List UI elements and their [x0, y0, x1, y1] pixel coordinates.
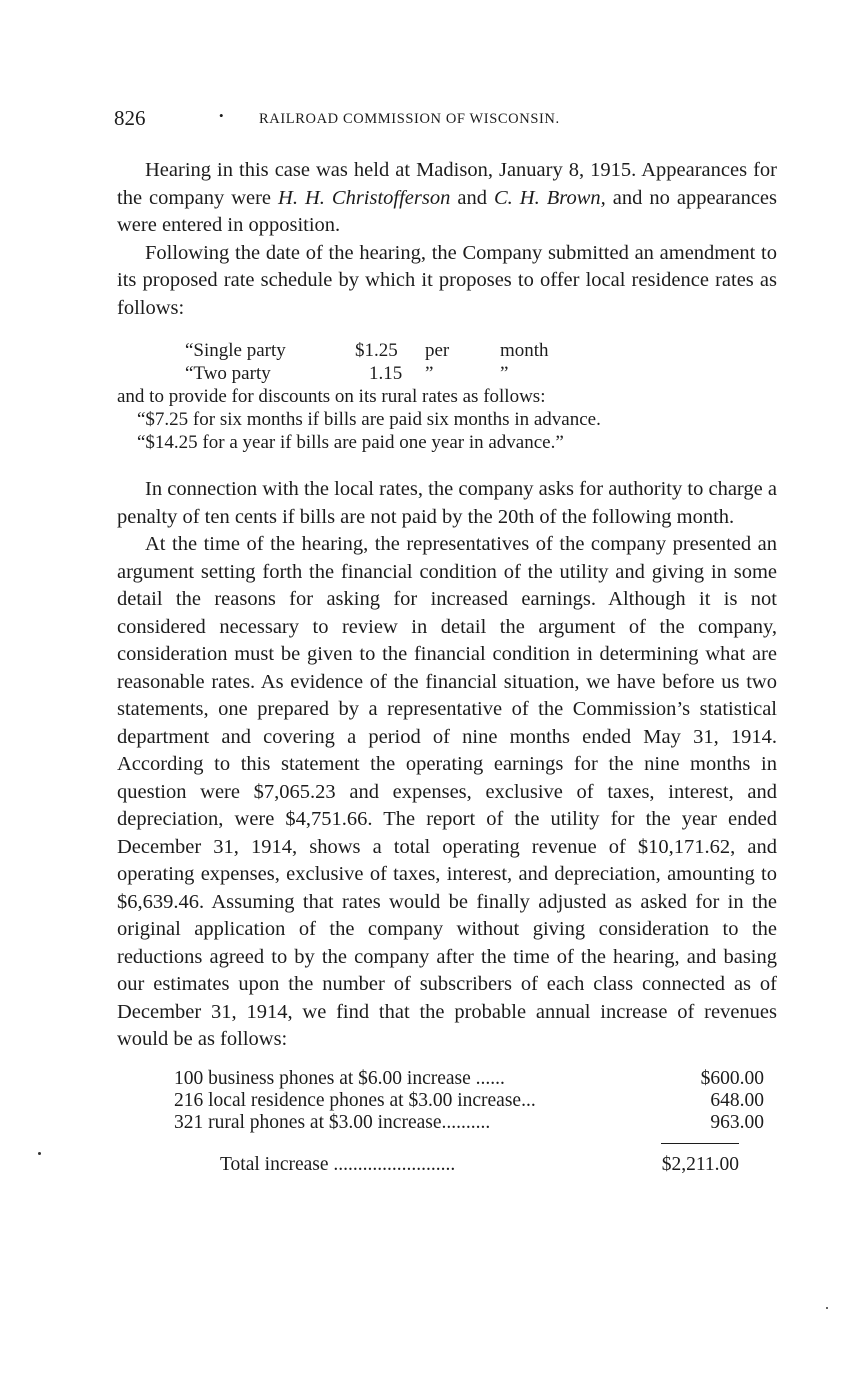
paragraph-text: and no appearances were entered in opposition.: [117, 186, 778, 236]
print-speck: [38, 1152, 41, 1155]
rate-per: per: [425, 340, 450, 361]
total-amount: $2,211.00: [661, 1153, 739, 1175]
print-speck: [826, 1307, 828, 1309]
discount-line: “$7.25 for six months if bills are paid six months in advance.: [137, 409, 601, 430]
rate-period: month: [500, 340, 549, 361]
header-bullet-mark: •: [219, 108, 224, 123]
table-row: [117, 1090, 777, 1112]
rate-row: [117, 362, 777, 385]
paragraph-financial: At the time of the hearing, the representatives of the company presented an argument setting forth the financial condition of the utility and giving in some detail the reasons for asking for increased earnings. Although it is not considered necessary to review in detail the argument of the company, consideration must be given to the financial condition in determining what are reasonable rates. As evidence of the financial situation, we have before us two statements, one prepared by a representative of the Commission’s statistical department and covering a period of nine months ended May 31, 1914. According to this statement the operating earnings for the nine months in question were $7,065.23 and expenses, exclusive of taxes, interest, and depreciation, were $4,751.66. The report of the utility for the year ended December 31, 1914, shows a total operating revenue of $10,171.62, and operating expenses, exclusive of taxes, interest, and depreciation, amounting to $6,639.46. Assuming that rates would be finally adjusted as asked for in the original application of the company without giving consideration to the reductions agreed to by the company after the time of the hearing, and basing our estimates upon the number of subscribers of each class connected as of December 31, 1914, we find that the probable annual increase of revenues would be as follows:: [117, 533, 777, 1050]
table-row-amount: $600.00: [700, 1067, 764, 1089]
table-row-label: 100 business phones at $6.00 increase ......: [174, 1067, 505, 1089]
rate-amount: 1.15: [369, 363, 403, 384]
page-number: 826: [114, 106, 146, 130]
paragraph-text: and: [450, 186, 494, 209]
total-label: Total increase .........................: [220, 1153, 456, 1175]
paragraph-amendment: Following the date of the hearing, the Company submitted an amendment to its proposed rate schedule by which it proposes to offer local residence rates as follows:: [117, 241, 777, 319]
appearance-name: H. H. Christofferson: [278, 186, 451, 209]
table-row: [117, 1112, 777, 1134]
discount-intro: and to provide for discounts on its rural rates as follows:: [117, 386, 546, 407]
ditto-mark: ”: [425, 363, 434, 384]
total-row: [117, 1154, 777, 1176]
paragraph-text: Hearing in this case was held at Madison, January 8, 1915. Appearances for the company were: [117, 159, 777, 209]
table-row: [117, 1068, 777, 1090]
rate-class: “Two party: [185, 363, 271, 384]
page-body: [117, 157, 777, 1176]
table-row-amount: 963.00: [710, 1111, 764, 1133]
rate-quote-block: [117, 339, 777, 454]
running-head: RAILROAD COMMISSION OF WISCONSIN.: [259, 111, 560, 127]
table-row-label: 321 rural phones at $3.00 increase..........: [174, 1111, 491, 1133]
spacer: [117, 454, 777, 476]
rate-row: [117, 339, 777, 362]
paragraph-penalty: In connection with the local rates, the company asks for authority to charge a penalty of ten cents if bills are not paid by the 20th of the following month.: [117, 478, 777, 528]
appearance-name: C. H. Brown,: [493, 186, 606, 209]
rate-amount: $1.25: [355, 340, 398, 361]
table-row-label: 216 local residence phones at $3.00 increase...: [174, 1089, 536, 1111]
discount-line: “$14.25 for a year if bills are paid one year in advance.”: [137, 432, 564, 453]
ditto-mark: ”: [500, 363, 509, 384]
increase-table: [117, 1068, 777, 1176]
paragraph-hearing: [117, 157, 777, 240]
table-row-amount: 648.00: [710, 1089, 764, 1111]
sum-rule: [661, 1143, 739, 1144]
page-header: [114, 106, 774, 136]
rate-class: “Single party: [185, 340, 286, 361]
